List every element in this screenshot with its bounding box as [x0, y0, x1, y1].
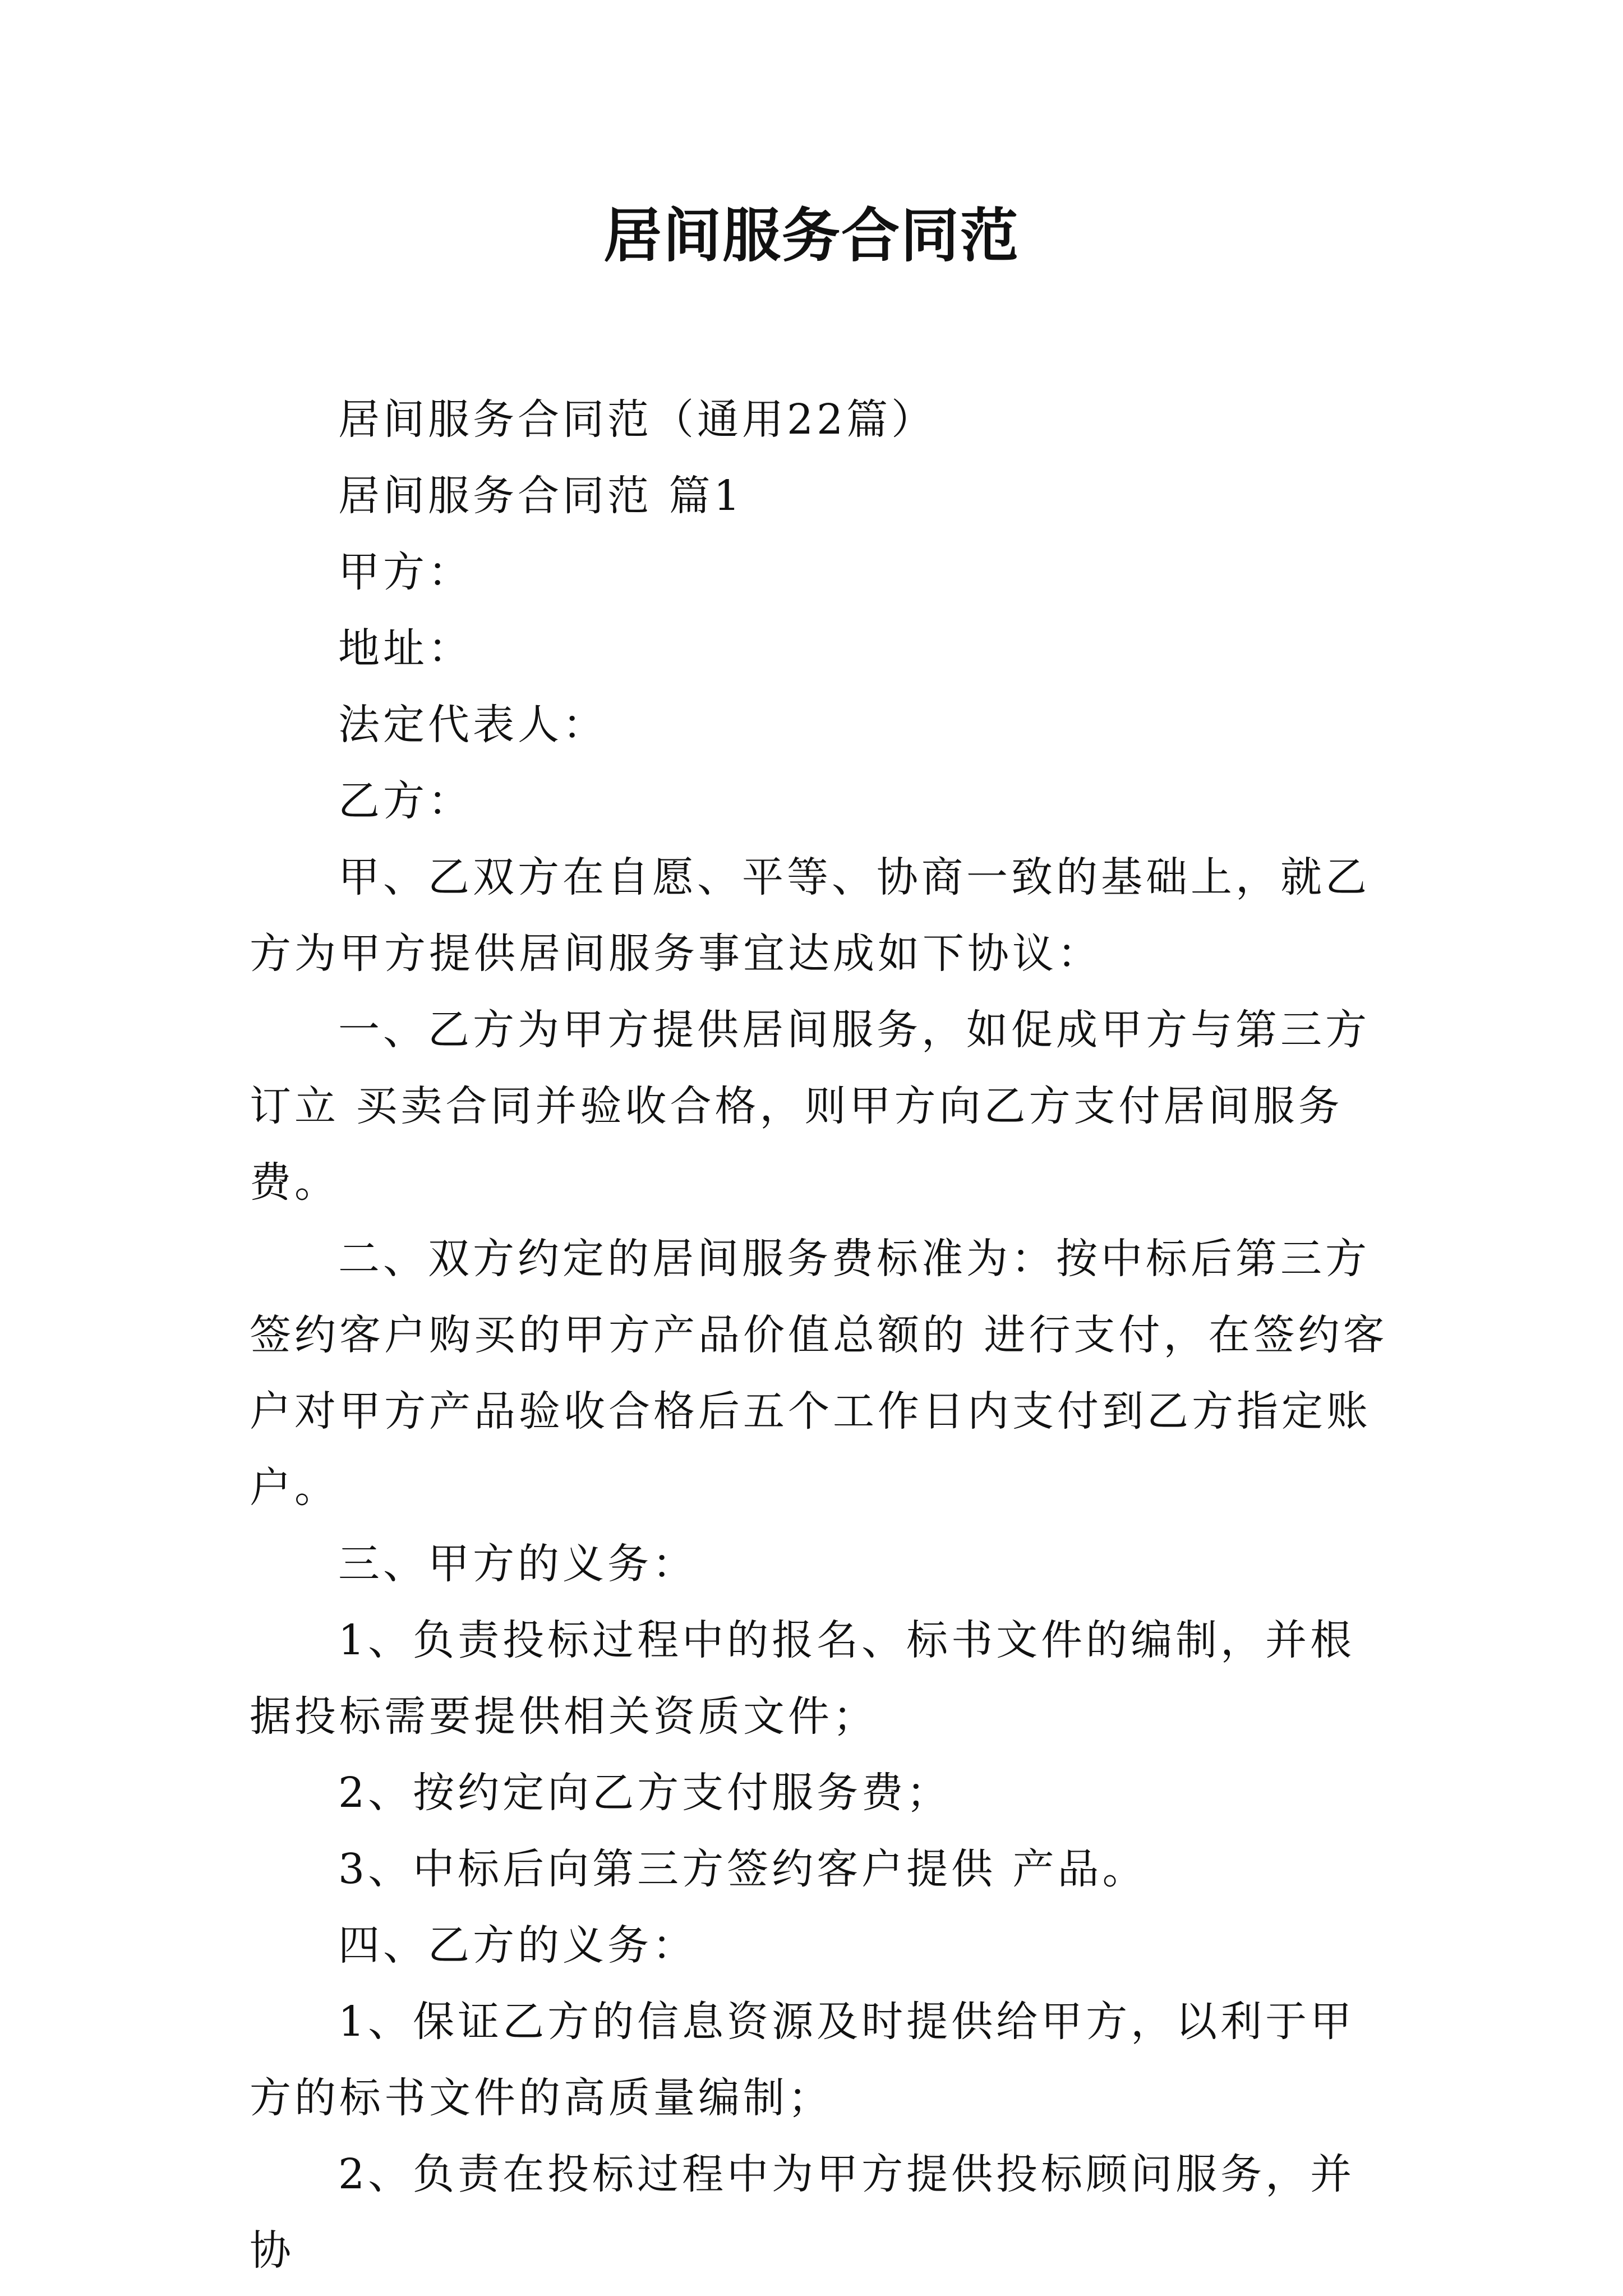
paragraph-address: 地址：: [338, 624, 473, 673]
document-title: 居间服务合同范: [603, 201, 1020, 270]
document-body: [250, 381, 1388, 2289]
paragraph-preamble: 甲、乙双方在自愿、平等、协商一致的基础上，就乙方为甲方提供居间服务事宜达成如下协议：: [250, 853, 1370, 978]
paragraph-section-heading: 居间服务合同范 篇1: [338, 472, 744, 520]
paragraph-party-a: 甲方：: [338, 548, 473, 596]
paragraph-party-b: 乙方：: [338, 777, 473, 825]
paragraph-clause-3-item-3: 3、中标后向第三方签约客户提供 产品。: [338, 1845, 1147, 1893]
paragraph-subtitle: 居间服务合同范（通用22篇）: [338, 395, 937, 444]
paragraph-clause-2: 二、双方约定的居间服务费标准为：按中标后第三方签约客户购买的甲方产品价值总额的 进行支付，在签约客户对甲方产品验收合格后五个工作日内支付到乙方指定账户。: [250, 1235, 1388, 1512]
paragraph-clause-3-item-1: 1、负责投标过程中的报名、标书文件的编制，并根据投标需要提供相关资质文件；: [250, 1616, 1355, 1741]
paragraph-clause-4-item-2: 2、负责在投标过程中为甲方提供投标顾问服务，并协: [250, 2150, 1355, 2275]
paragraph-clause-3-heading: 三、甲方的义务：: [338, 1540, 697, 1588]
paragraph-legal-representative: 法定代表人：: [338, 701, 607, 749]
paragraph-clause-4-item-1: 1、保证乙方的信息资源及时提供给甲方，以利于甲方的标书文件的高质量编制；: [250, 1998, 1355, 2122]
paragraph-clause-3-item-2: 2、按约定向乙方支付服务费；: [338, 1769, 952, 1817]
paragraph-clause-1: 一、乙方为甲方提供居间服务，如促成甲方与第三方订立 买卖合同并验收合格，则甲方向乙方支付居间服务费。: [250, 1006, 1370, 1207]
paragraph-clause-4-heading: 四、乙方的义务：: [338, 1921, 697, 1970]
